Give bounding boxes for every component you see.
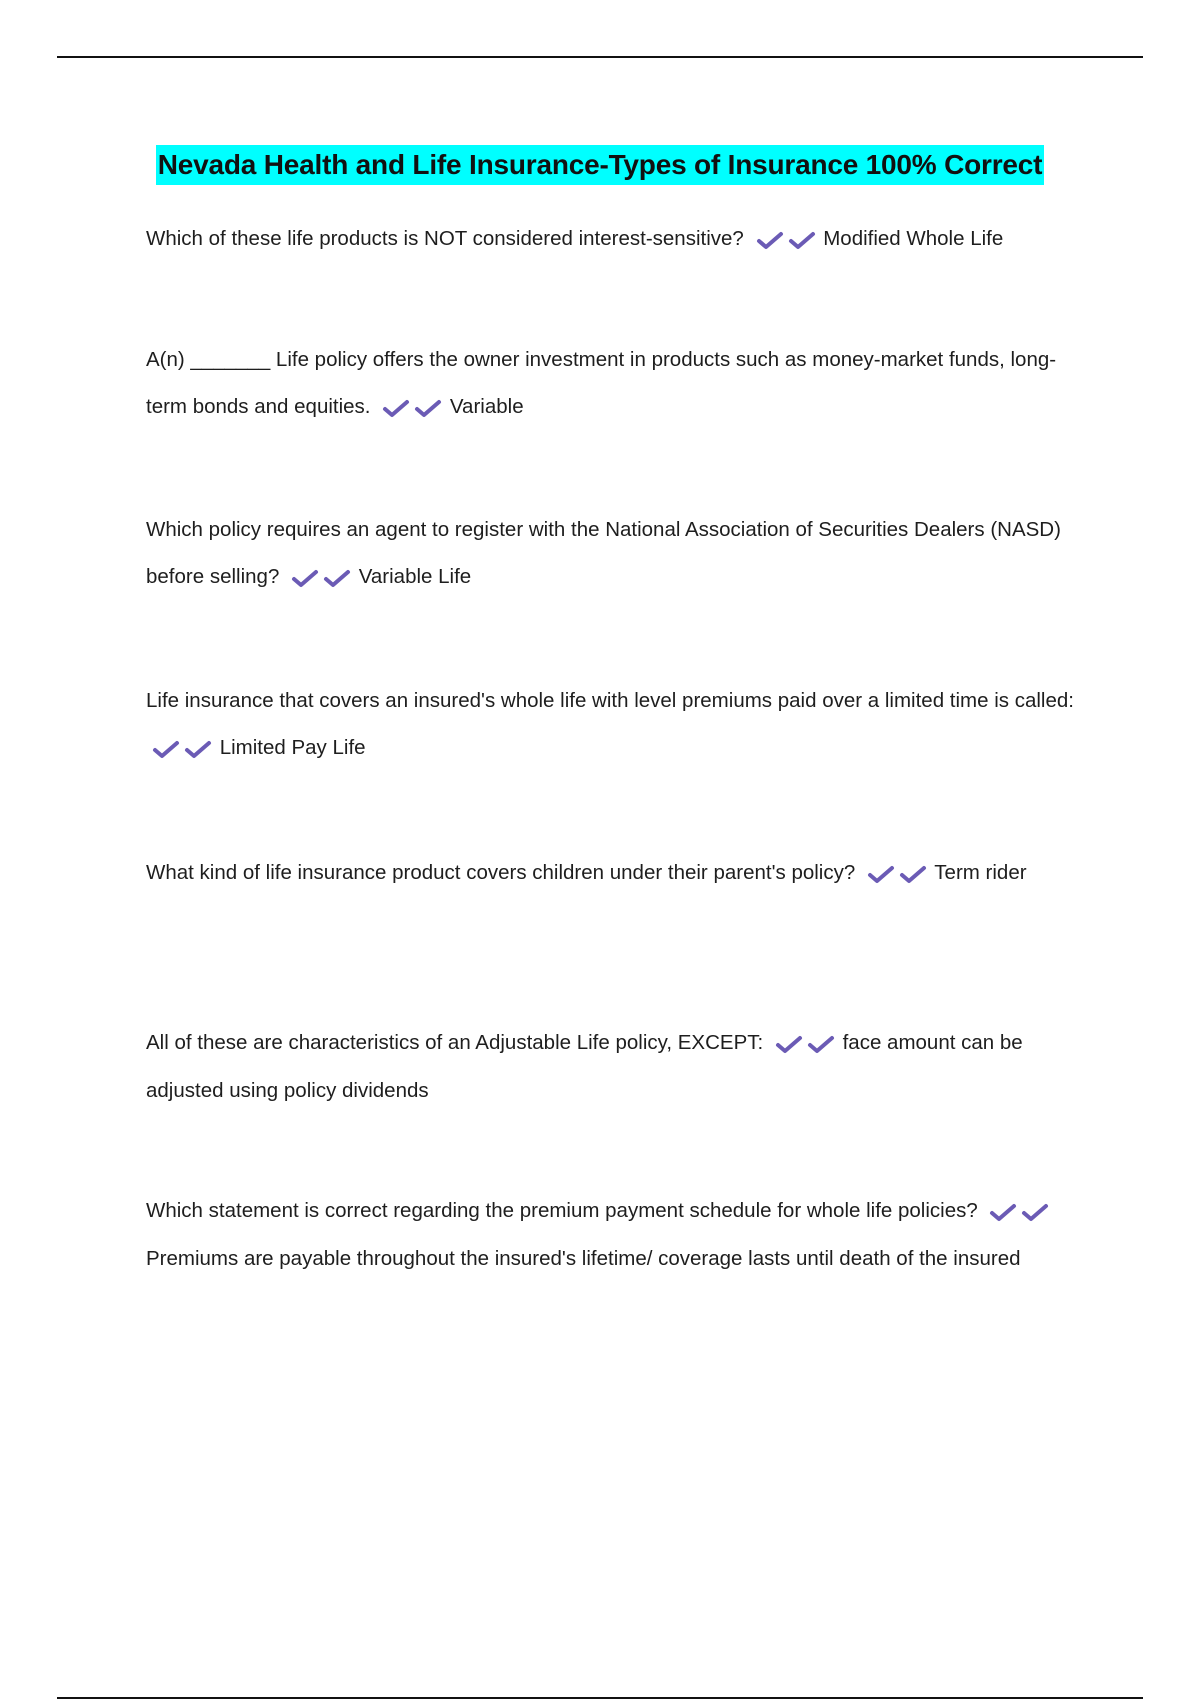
checkmark-icon (788, 230, 816, 252)
question-text: Which statement is correct regarding the premium payment schedule for whole life policies? (146, 1199, 978, 1222)
answer-text: Term rider (934, 861, 1027, 884)
checkmark-icon (184, 739, 212, 761)
answer-marker (756, 216, 816, 263)
checkmark-icon (382, 398, 410, 420)
answer-marker (989, 1188, 1049, 1235)
checkmark-icon (775, 1034, 803, 1056)
checkmark-icon (414, 398, 442, 420)
answer-marker (152, 725, 212, 772)
question-text: Which policy requires an agent to register with the National Association of Securities Dealers (NASD) before selling? (146, 518, 1061, 588)
answer-marker (867, 850, 927, 897)
document-title: Nevada Health and Life Insurance-Types of Insurance 100% Correct (156, 145, 1045, 185)
checkmark-icon (807, 1034, 835, 1056)
qa-item-1 (146, 215, 1096, 263)
bottom-rule (57, 1697, 1143, 1699)
question-text: What kind of life insurance product covers children under their parent's policy? (146, 861, 856, 884)
checkmark-icon (989, 1202, 1017, 1224)
answer-text: Premiums are payable throughout the insured's lifetime/ coverage lasts until death of the insured (146, 1247, 1021, 1271)
qa-item-7 (146, 1187, 1096, 1282)
checkmark-icon (152, 739, 180, 761)
title-container (0, 145, 1200, 185)
answer-text: face amount can be adjusted using policy dividends (146, 1031, 1023, 1103)
qa-item-2 (146, 336, 1096, 431)
answer-marker (775, 1020, 835, 1067)
qa-item-4 (146, 677, 1096, 772)
top-rule (57, 56, 1143, 58)
checkmark-icon (867, 864, 895, 886)
question-text: Which of these life products is NOT considered interest-sensitive? (146, 227, 744, 250)
question-text: All of these are characteristics of an Adjustable Life policy, EXCEPT: (146, 1031, 764, 1054)
question-text: Life insurance that covers an insured's whole life with level premiums paid over a limited time is called: (146, 689, 1074, 712)
answer-text: Limited Pay Life (219, 736, 366, 759)
answer-marker (291, 554, 351, 601)
checkmark-icon (899, 864, 927, 886)
question-text: A(n) _______ Life policy offers the owner investment in products such as money-market funds, long-term bonds and equities. (146, 348, 1057, 418)
checkmark-icon (1021, 1202, 1049, 1224)
qa-item-6 (146, 1019, 1096, 1114)
checkmark-icon (756, 230, 784, 252)
answer-text: Variable (449, 395, 524, 418)
checkmark-icon (291, 568, 319, 590)
qa-item-5 (146, 849, 1096, 897)
answer-text: Variable Life (358, 565, 472, 588)
qa-item-3 (146, 506, 1096, 601)
answer-text: Modified Whole Life (823, 227, 1004, 250)
answer-marker (382, 384, 442, 431)
checkmark-icon (323, 568, 351, 590)
